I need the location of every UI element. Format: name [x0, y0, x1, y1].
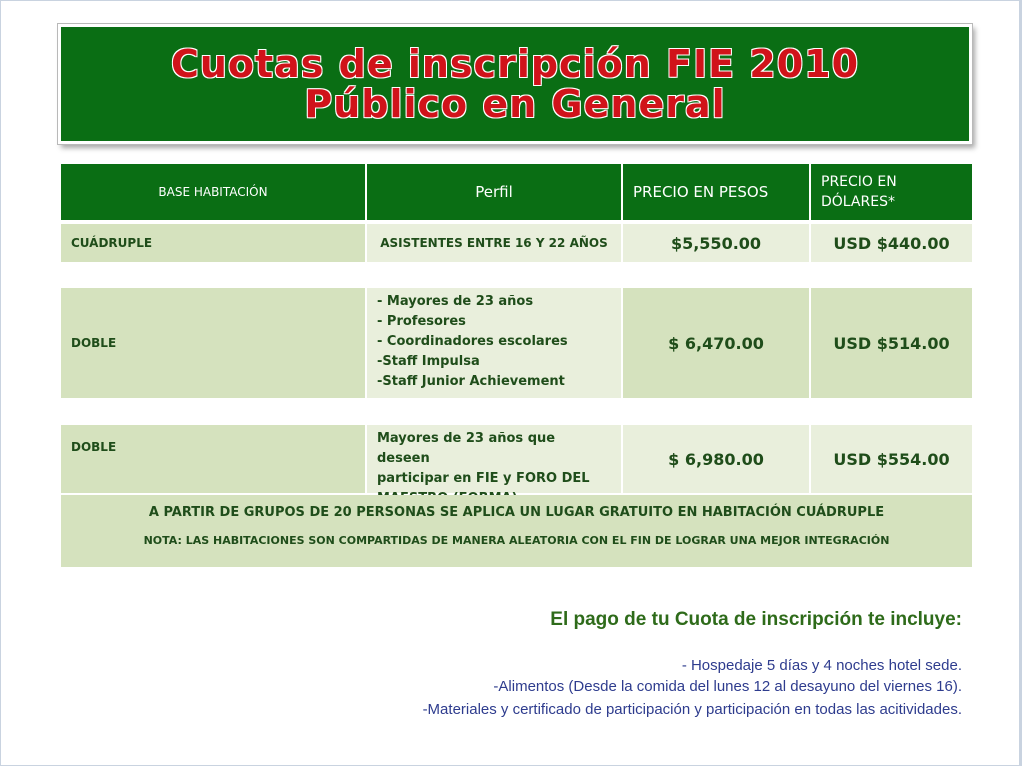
- row2-perfil-line: -Staff Impulsa: [377, 354, 480, 369]
- row1-base: CUÁDRUPLE: [61, 224, 367, 262]
- row2-perfil-line: - Profesores: [377, 314, 466, 329]
- header-perfil: Perfil: [367, 164, 623, 220]
- row1-precio-pesos: $5,550.00: [623, 224, 811, 262]
- notes-row: [61, 495, 972, 567]
- header-precio-dolares: PRECIO EN DÓLARES*: [811, 164, 972, 220]
- row2-perfil-line: -Staff Junior Achievement: [377, 374, 565, 389]
- row3-base: DOBLE: [61, 425, 367, 493]
- includes-item-hospedaje: - Hospedaje 5 días y 4 noches hotel sede.: [681, 657, 962, 674]
- title-line-1: Cuotas de inscripción FIE 2010: [170, 42, 860, 86]
- row2-perfil: [367, 288, 623, 398]
- includes-item-materiales: -Materiales y certificado de participación y participación en todas las acitividades.: [422, 701, 962, 718]
- row3-perfil-line: Mayores de 23 años que deseen: [377, 431, 556, 466]
- row3-perfil: [367, 425, 623, 493]
- includes-title: El pago de tu Cuota de inscripción te incluye:: [550, 609, 962, 630]
- row3-precio-dolares: USD $554.00: [811, 425, 972, 493]
- row2-perfil-line: - Coordinadores escolares: [377, 334, 568, 349]
- row3-precio-pesos: $ 6,980.00: [623, 425, 811, 493]
- title-banner: [58, 24, 972, 144]
- row1-precio-dolares: USD $440.00: [811, 224, 972, 262]
- row1-perfil: ASISTENTES ENTRE 16 Y 22 AÑOS: [367, 224, 623, 262]
- row2-precio-dolares: USD $514.00: [811, 288, 972, 398]
- row2-precio-pesos: $ 6,470.00: [623, 288, 811, 398]
- note-group-discount: A PARTIR DE GRUPOS DE 20 PERSONAS SE APLICA UN LUGAR GRATUITO EN HABITACIÓN CUÁDRUPLE: [148, 505, 885, 520]
- row2-perfil-line: - Mayores de 23 años: [377, 294, 534, 309]
- note-shared-rooms: NOTA: LAS HABITACIONES SON COMPARTIDAS DE MANERA ALEATORIA CON EL FIN DE LOGRAR UNA MEJOR INTEGRACIÓN: [143, 534, 890, 547]
- header-base-habitacion: BASE HABITACIÓN: [61, 164, 367, 220]
- row3-perfil-line: participar en FIE y FORO DEL: [377, 471, 590, 486]
- title-line-2: Público en General: [304, 82, 726, 126]
- includes-item-alimentos: -Alimentos (Desde la comida del lunes 12 al desayuno del viernes 16).: [493, 678, 962, 695]
- header-precio-pesos: PRECIO EN PESOS: [623, 164, 811, 220]
- row2-base: DOBLE: [61, 288, 367, 398]
